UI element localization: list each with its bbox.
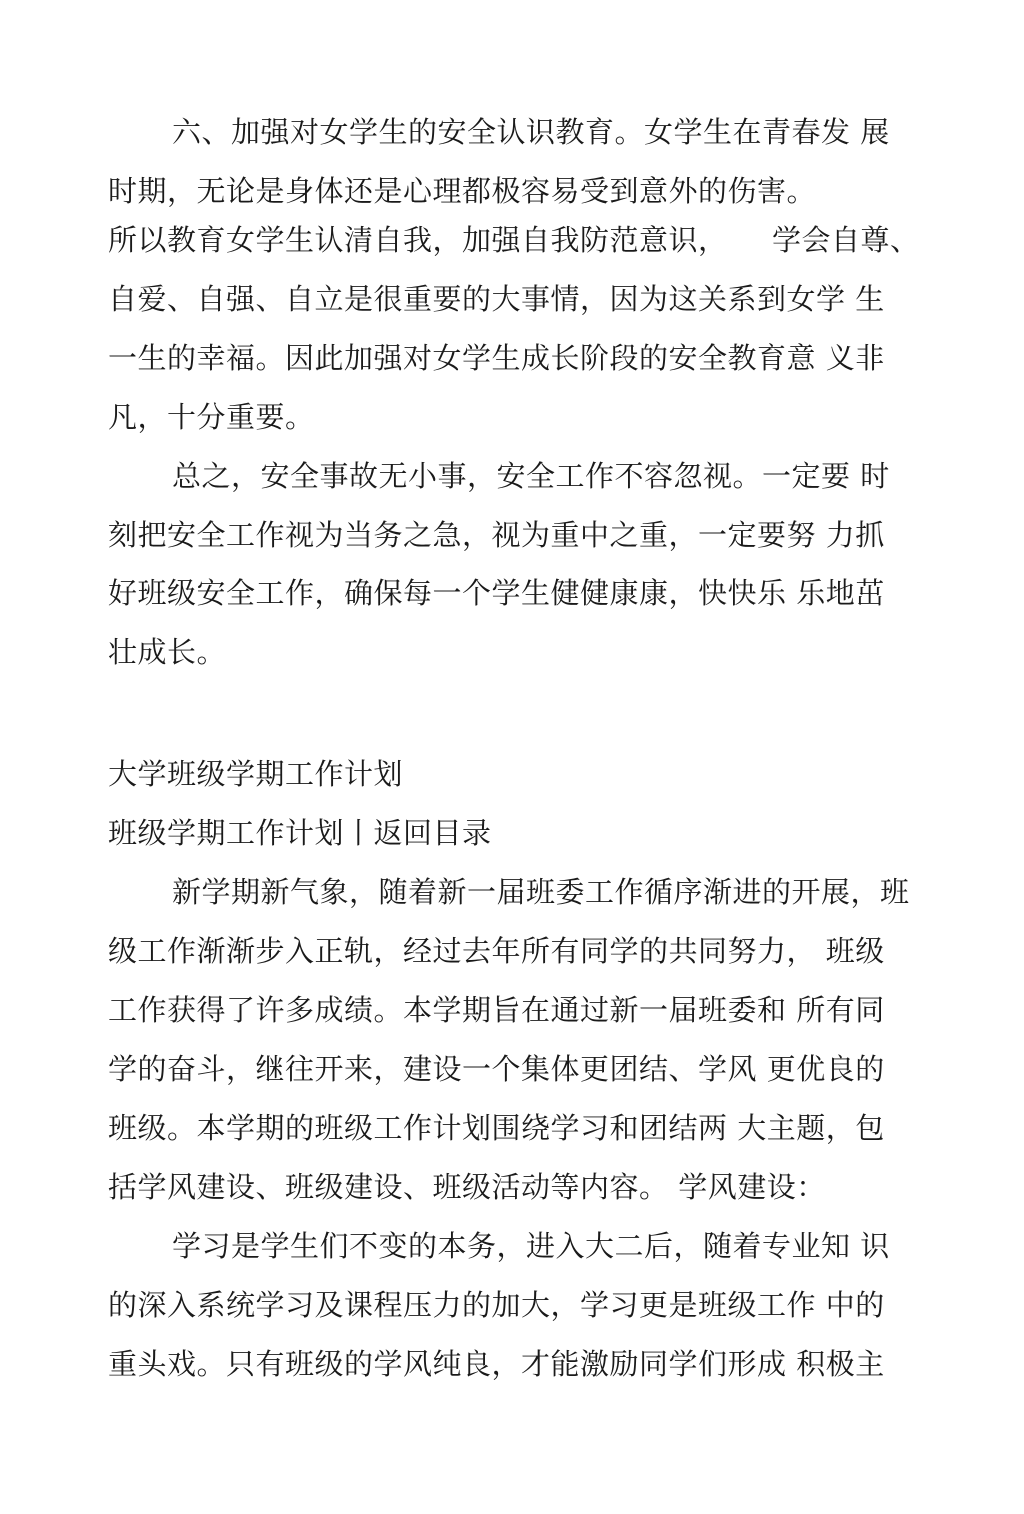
paragraph-line: 总之，安全事故无小事，安全工作不容忽视。一定要 时	[172, 459, 890, 493]
paragraph-line: 时期，无论是身体还是心理都极容易受到意外的伤害。	[108, 174, 817, 208]
paragraph-line: 重头戏。只有班级的学风纯良，才能激励同学们形成 积极主	[108, 1347, 885, 1381]
paragraph-line: 好班级安全工作，确保每一个学生健健康康，快快乐 乐地茁	[108, 576, 885, 610]
paragraph-line: 自爱、自强、自立是很重要的大事情，因为这关系到女学 生	[108, 282, 885, 316]
paragraph-line: 壮成长。	[108, 635, 227, 669]
section-subtitle: 班级学期工作计划丨返回目录	[108, 816, 492, 850]
paragraph-line: 六、加强对女学生的安全认识教育。女学生在青春发 展	[172, 115, 890, 149]
paragraph-line: 新学期新气象，随着新一届班委工作循序渐进的开展，班	[172, 875, 910, 909]
paragraph-line: 所以教育女学生认清自我，加强自我防范意识， 学会自尊、	[108, 223, 920, 257]
section-title: 大学班级学期工作计划	[108, 757, 404, 791]
paragraph-line: 的深入系统学习及课程压力的加大，学习更是班级工作 中的	[108, 1288, 885, 1322]
paragraph-line: 级工作渐渐步入正轨，经过去年所有同学的共同努力， 班级	[108, 934, 885, 968]
paragraph-line: 工作获得了许多成绩。本学期旨在通过新一届班委和 所有同	[108, 993, 885, 1027]
paragraph-line: 班级。本学期的班级工作计划围绕学习和团结两 大主题，包	[108, 1111, 885, 1145]
paragraph-line: 凡，十分重要。	[108, 400, 315, 434]
paragraph-line: 括学风建设、班级建设、班级活动等内容。 学风建设：	[108, 1170, 826, 1204]
paragraph-line: 刻把安全工作视为当务之急，视为重中之重，一定要努 力抓	[108, 518, 885, 552]
paragraph-line: 一生的幸福。因此加强对女学生成长阶段的安全教育意 义非	[108, 341, 885, 375]
paragraph-line: 学的奋斗，继往开来，建设一个集体更团结、学风 更优良的	[108, 1052, 885, 1086]
paragraph-line: 学习是学生们不变的本务，进入大二后，随着专业知 识	[172, 1229, 890, 1263]
